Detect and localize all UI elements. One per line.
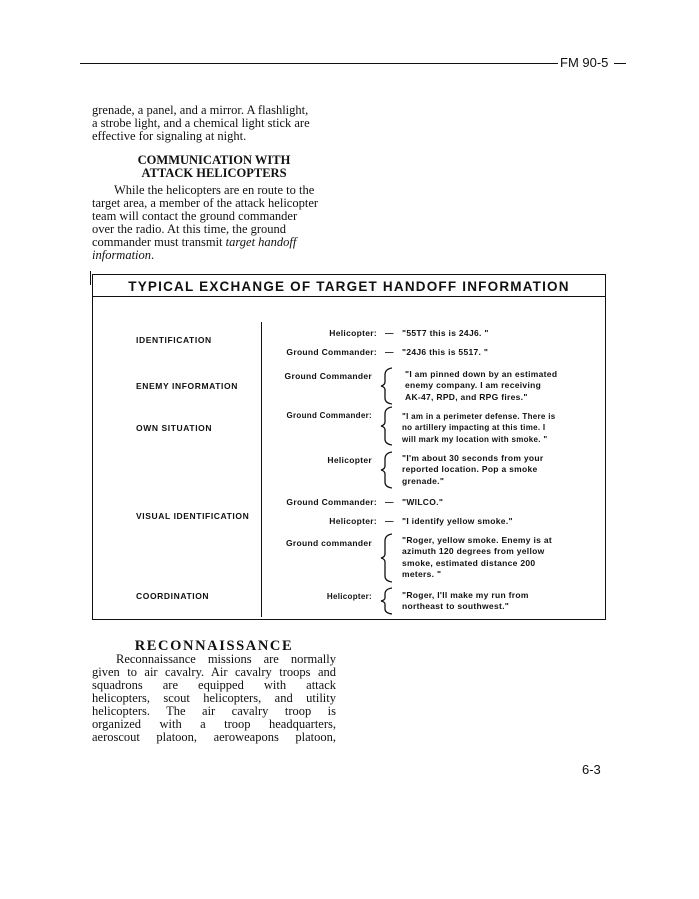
reconnaissance-paragraph [92, 653, 336, 744]
text-line: squadrons are equipped with attack [92, 678, 336, 692]
speaker-label: Ground Commander: [286, 347, 377, 357]
intro-paragraph [92, 104, 336, 143]
message-text: "I am in a perimeter defense. There is no artillery impacting at this time. I will mark my location with smoke. " [402, 412, 556, 444]
title-rule [93, 296, 605, 297]
text-line: information. [92, 248, 155, 262]
section-heading-communication [92, 154, 336, 180]
message-text: "I am pinned down by an estimated enemy company. I am receiving AK-47, RPD, and RPG fires." [405, 369, 558, 402]
message-text: "I identify yellow smoke." [402, 516, 513, 526]
message-text: "24J6 this is 5517. " [402, 347, 489, 357]
text-line: While the helicopters are en route to the [114, 183, 315, 197]
category-enemy-information: ENEMY INFORMATION [136, 381, 238, 391]
text-line: helicopters, scout helicopters, and utility [92, 691, 336, 705]
heading-line: COMMUNICATION WITH [137, 153, 291, 167]
text-line: target area, a member of the attack helicopter [92, 196, 319, 210]
brace-icon [380, 367, 394, 405]
speaker-label: Ground commander [285, 538, 372, 548]
text-line: over the radio. At this time, the ground [92, 222, 287, 236]
manual-number: FM 90-5 [560, 55, 609, 70]
communication-paragraph [92, 184, 336, 262]
dash: — [385, 328, 394, 338]
category-own-situation: OWN SITUATION [136, 423, 213, 433]
heading-line: ATTACK HELICOPTERS [141, 166, 287, 180]
text-line: helicopters. The air cavalry troop is [92, 704, 336, 718]
brace-icon [380, 533, 394, 583]
dash: — [385, 347, 394, 357]
speaker-label: Ground Commander [284, 371, 372, 381]
message-text: "I'm about 30 seconds from your reported location. Pop a smoke grenade." [402, 453, 544, 486]
page-number: 6-3 [582, 762, 601, 777]
dash: — [385, 497, 394, 507]
text-line: a strobe light, and a chemical light stick are [92, 116, 310, 130]
message-text: "Roger, yellow smoke. Enemy is at azimuth 120 degrees from yellow smoke, estimated distance 200 meters. " [402, 535, 552, 579]
header-rule [80, 63, 558, 64]
speaker-label: Helicopter: [329, 516, 377, 526]
speaker-label: Helicopter: [326, 592, 372, 601]
dash: — [385, 516, 394, 526]
italic-term: information [92, 248, 152, 262]
section-heading-reconnaissance: RECONNAISSANCE [134, 638, 294, 654]
text-line: team will contact the ground commander [92, 209, 298, 223]
category-identification: IDENTIFICATION [136, 335, 212, 345]
table-title: TYPICAL EXCHANGE OF TARGET HANDOFF INFORMATION [128, 279, 570, 294]
text-line: aeroscout platoon, aeroweapons platoon, [92, 730, 336, 744]
brace-icon [380, 587, 394, 615]
message-text: "Roger, I'll make my run from northeast to southwest." [402, 590, 529, 612]
message-text: "WILCO." [402, 497, 444, 507]
text-line: effective for signaling at night. [92, 129, 247, 143]
text-line: organized with a troop headquarters, [92, 717, 336, 731]
italic-term: target handoff [225, 235, 297, 249]
speaker-label: Ground Commander: [286, 411, 372, 420]
header-dash [614, 63, 626, 64]
target-handoff-table [92, 274, 606, 620]
text-line: given to air cavalry. Air cavalry troops and [92, 665, 336, 679]
message-text: "55T7 this is 24J6. " [402, 328, 489, 338]
category-visual-identification: VISUAL IDENTIFICATION [136, 511, 250, 521]
category-coordination: COORDINATION [136, 591, 210, 601]
text-line: grenade, a panel, and a mirror. A flashlight, [92, 103, 309, 117]
speaker-label: Helicopter: [329, 328, 377, 338]
brace-icon [380, 451, 394, 489]
speaker-label: Helicopter [327, 455, 372, 465]
text-line: commander must transmit target handoff [92, 235, 297, 249]
column-divider [261, 322, 262, 617]
text-line: Reconnaissance missions are normally [116, 652, 336, 666]
speaker-label: Ground Commander: [286, 497, 377, 507]
brace-icon [380, 406, 394, 446]
